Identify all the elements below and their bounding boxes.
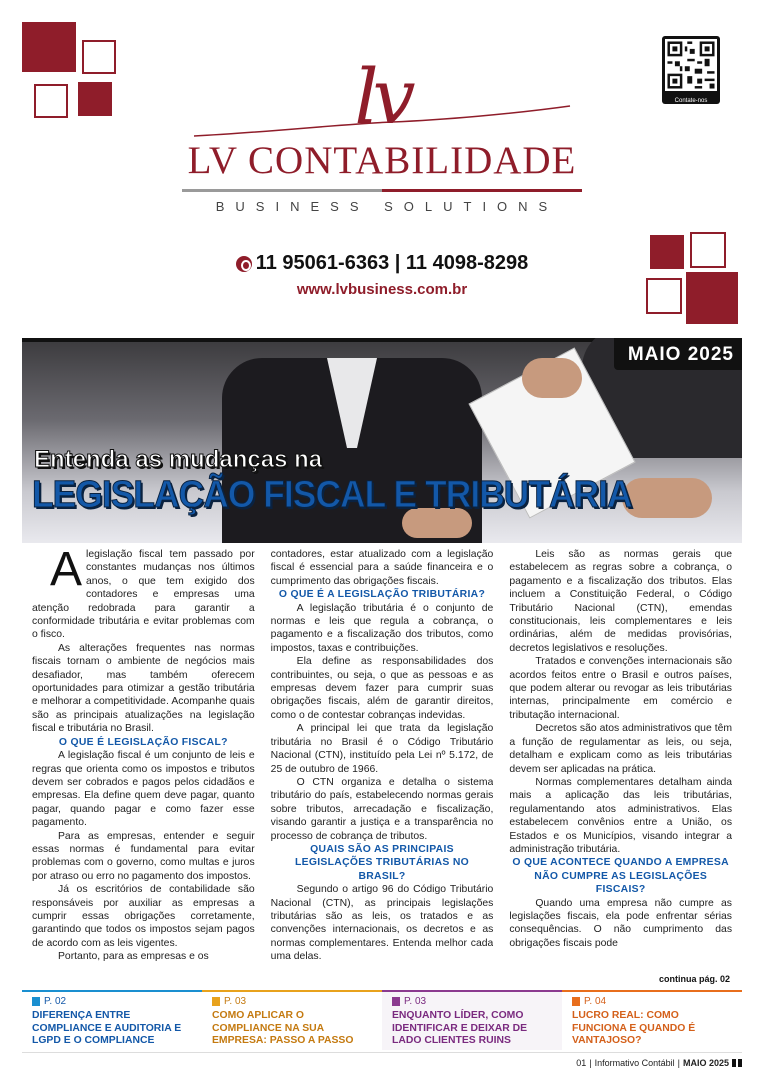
teaser-page	[212, 996, 372, 1007]
paragraph: legislação fiscal tem passado por constantes mudanças nos últimos anos, o que tem exigido dos contadores e empresas uma atenção redobrada para garantir a conformidade tributária e evitar problemas com o fisco.	[32, 549, 255, 641]
teaser-page-label: P. 02	[44, 996, 67, 1007]
deco-square	[22, 22, 76, 72]
newsletter-page	[22, 22, 742, 1072]
paragraph: Quando uma empresa não cumpre as legislações fiscais, ela pode enfrentar sérias consequências. O não cumprimento das obrigações fiscais pode	[509, 897, 733, 949]
brand-rule	[182, 189, 582, 192]
phone-numbers: 11 95061-6363 | 11 4098-8298	[255, 252, 529, 274]
paragraph: A legislação fiscal é um conjunto de leis e regras que orienta como os impostos e tributos devem ser cobrados e pagos pelos cidadãos e empresas. Ela define quem deve pagar, quanto pagar, quando pagar e como fazer esse pagamento.	[32, 750, 255, 829]
whatsapp-icon	[236, 256, 252, 272]
page-footer	[576, 1058, 742, 1068]
qr-caption: Contate-nos	[674, 98, 708, 104]
logo-script: lv	[354, 52, 410, 141]
teaser-page-label: P. 03	[224, 996, 247, 1007]
paragraph: Tratados e convenções internacionais são acordos feitos entre o Brasil e outros países, que podem alterar ou revogar as leis tributárias internas, principalmente em comércio e tributação internacional.	[509, 656, 733, 721]
teaser-page-label: P. 04	[584, 996, 607, 1007]
page-marker-icon	[32, 997, 40, 1006]
section-heading: O QUE É LEGISLAÇÃO FISCAL?	[58, 736, 228, 748]
paragraph: Segundo o artigo 96 do Código Tributário Nacional (CTN), as principais legislações tributárias são as leis, os tratados e as convenções internacionais, os decretos e as normas complementares. Entenda melhor cada uma delas.	[270, 884, 494, 963]
logo	[172, 52, 592, 214]
paragraph: Decretos são atos administrativos que têm a função de regulamentar as leis, ou seja, detalham e explicam como as leis tributárias devem ser aplicadas na prática.	[509, 723, 733, 775]
brand-tagline: BUSINESS SOLUTIONS	[215, 199, 559, 214]
section-heading: O QUE ACONTECE QUANDO A EMPRESA NÃO CUMPRE AS LEGISLAÇÕES FISCAIS?	[512, 857, 729, 896]
footer-bars-icon	[732, 1059, 742, 1067]
article-column-3	[509, 548, 732, 988]
teaser-page	[572, 996, 732, 1007]
paragraph: contadores, estar atualizado com a legislação fiscal é essencial para a saúde financeira e o cumprimento das obrigações fiscais.	[270, 549, 494, 587]
teaser-page-label: P. 03	[404, 996, 427, 1007]
headline-top: Entenda as mudanças na	[34, 446, 323, 473]
paragraph: Leis são as normas gerais que estabelecem as regras sobre a cobrança, o pagamento e a fiscalização dos tributos. Elas incluem a Constituição Federal, o Código Tributário Nacional (CTN), emendas constitucionais, leis complementares e leis ordinárias, além de medidas provisórias, decretos legislativos e resoluções.	[509, 549, 733, 654]
deco-square	[690, 232, 726, 268]
article-column-1	[32, 548, 255, 988]
deco-square	[650, 235, 684, 269]
page-marker-icon	[392, 997, 400, 1006]
brand-name: LV CONTABILIDADE	[187, 139, 577, 182]
teaser-item[interactable]	[22, 990, 202, 1050]
deco-square	[34, 84, 68, 118]
teaser-page	[32, 996, 192, 1007]
teaser-item[interactable]	[202, 990, 382, 1050]
teaser-title: COMO APLICAR O COMPLIANCE NA SUA EMPRESA: PASSO A PASSO	[212, 1010, 354, 1046]
teaser-page	[392, 996, 552, 1007]
paragraph: A principal lei que trata da legislação tributária no Brasil é o Código Tributário Nacional (CTN), instituído pela Lei nº 5.172, de 25 de outubro de 1966.	[270, 723, 494, 775]
qr-code[interactable]	[662, 36, 720, 104]
paragraph: Normas complementares detalham ainda mais a aplicação das leis tributárias, regulamentando atos administrativos. Elas estabelecem convênios entre a União, os Estados e os Municípios, visando integrar a administração tributária.	[509, 776, 733, 855]
deco-square	[78, 82, 112, 116]
teaser-title: ENQUANTO LÍDER, COMO IDENTIFICAR E DEIXAR DE LADO CLIENTES RUINS	[392, 1010, 528, 1046]
paragraph: A legislação tributária é o conjunto de normas e leis que regula a cobrança, o pagamento e a fiscalização dos tributos, como impostos, taxas e contribuições.	[270, 602, 494, 654]
paragraph: Ela define as responsabilidades dos contribuintes, ou seja, o que as pessoas e as empresas devem fazer para cumprir suas obrigações fiscais, além de garantir direitos, como o de contestar cobranças indevidas.	[270, 656, 494, 721]
continued-link[interactable]: continua pág. 02	[658, 974, 730, 984]
logo-swoosh-icon	[192, 102, 572, 142]
deco-square	[82, 40, 116, 74]
paragraph: Já os escritórios de contabilidade são responsáveis por auxiliar as empresas a cumprir essas obrigações corretamente, garantindo que todos os impostos sejam pagos de acordo com as leis vigentes.	[32, 884, 255, 949]
paragraph: O CTN organiza e detalha o sistema tributário do país, estabelecendo normas gerais sobre tributos, arrecadação e fiscalização, visando garantir a justiça e a transparência no processo de cobrança de tributos.	[270, 776, 494, 842]
paragraph: As alterações frequentes nas normas fiscais tornam o ambiente de negócios mais desafiador, mas também oferecem oportunidades para otimizar a gestão tributária e melhorar a competitividade. Acompanhe quais são as principais atualizações na legislação fiscal e tributária no Brasil.	[32, 642, 255, 735]
drop-cap: A	[50, 548, 83, 596]
hero-photo-hand	[522, 358, 582, 398]
teaser-title: DIFERENÇA ENTRE COMPLIANCE E AUDITORIA E LGPD E O COMPLIANCE	[32, 1010, 182, 1046]
deco-square	[646, 278, 682, 314]
deco-square	[686, 272, 738, 324]
paragraph: Para as empresas, entender e seguir essas normas é fundamental para evitar problemas com o governo, como multas e juros por atraso ou erro no pagamento dos impostos.	[32, 830, 255, 882]
teaser-item[interactable]	[382, 990, 562, 1050]
website-link[interactable]: www.lvbusiness.com.br	[296, 281, 468, 298]
hero-photo-hand	[622, 478, 712, 518]
contacts	[172, 252, 592, 298]
section-heading: O QUE É A LEGISLAÇÃO TRIBUTÁRIA?	[278, 589, 486, 601]
qr-code-icon	[665, 39, 717, 91]
article-column-2	[271, 548, 494, 988]
teaser-bar	[22, 990, 742, 1050]
issue-month: MAIO 2025	[614, 338, 742, 370]
publication-name: Informativo Contábil	[594, 1058, 675, 1068]
article-body	[32, 548, 732, 988]
paragraph: Portanto, para as empresas e os	[58, 951, 209, 963]
page-marker-icon	[212, 997, 220, 1006]
phone-line[interactable]	[172, 252, 592, 275]
footer-month: MAIO 2025	[682, 1058, 729, 1068]
teaser-item[interactable]	[562, 990, 742, 1050]
teaser-title: LUCRO REAL: COMO FUNCIONA E QUANDO É VANTAJOSO?	[572, 1010, 696, 1046]
footer-separator: |	[677, 1058, 680, 1068]
footer-separator: |	[589, 1058, 592, 1068]
hero-banner	[22, 338, 742, 543]
section-heading: QUAIS SÃO AS PRINCIPAIS LEGISLAÇÕES TRIBUTÁRIAS NO BRASIL?	[294, 843, 470, 882]
page-number: 01	[576, 1058, 587, 1068]
footer-rule	[22, 1052, 742, 1053]
page-marker-icon	[572, 997, 580, 1006]
headline-main: LEGISLAÇÃO FISCAL E TRIBUTÁRIA	[32, 474, 632, 516]
